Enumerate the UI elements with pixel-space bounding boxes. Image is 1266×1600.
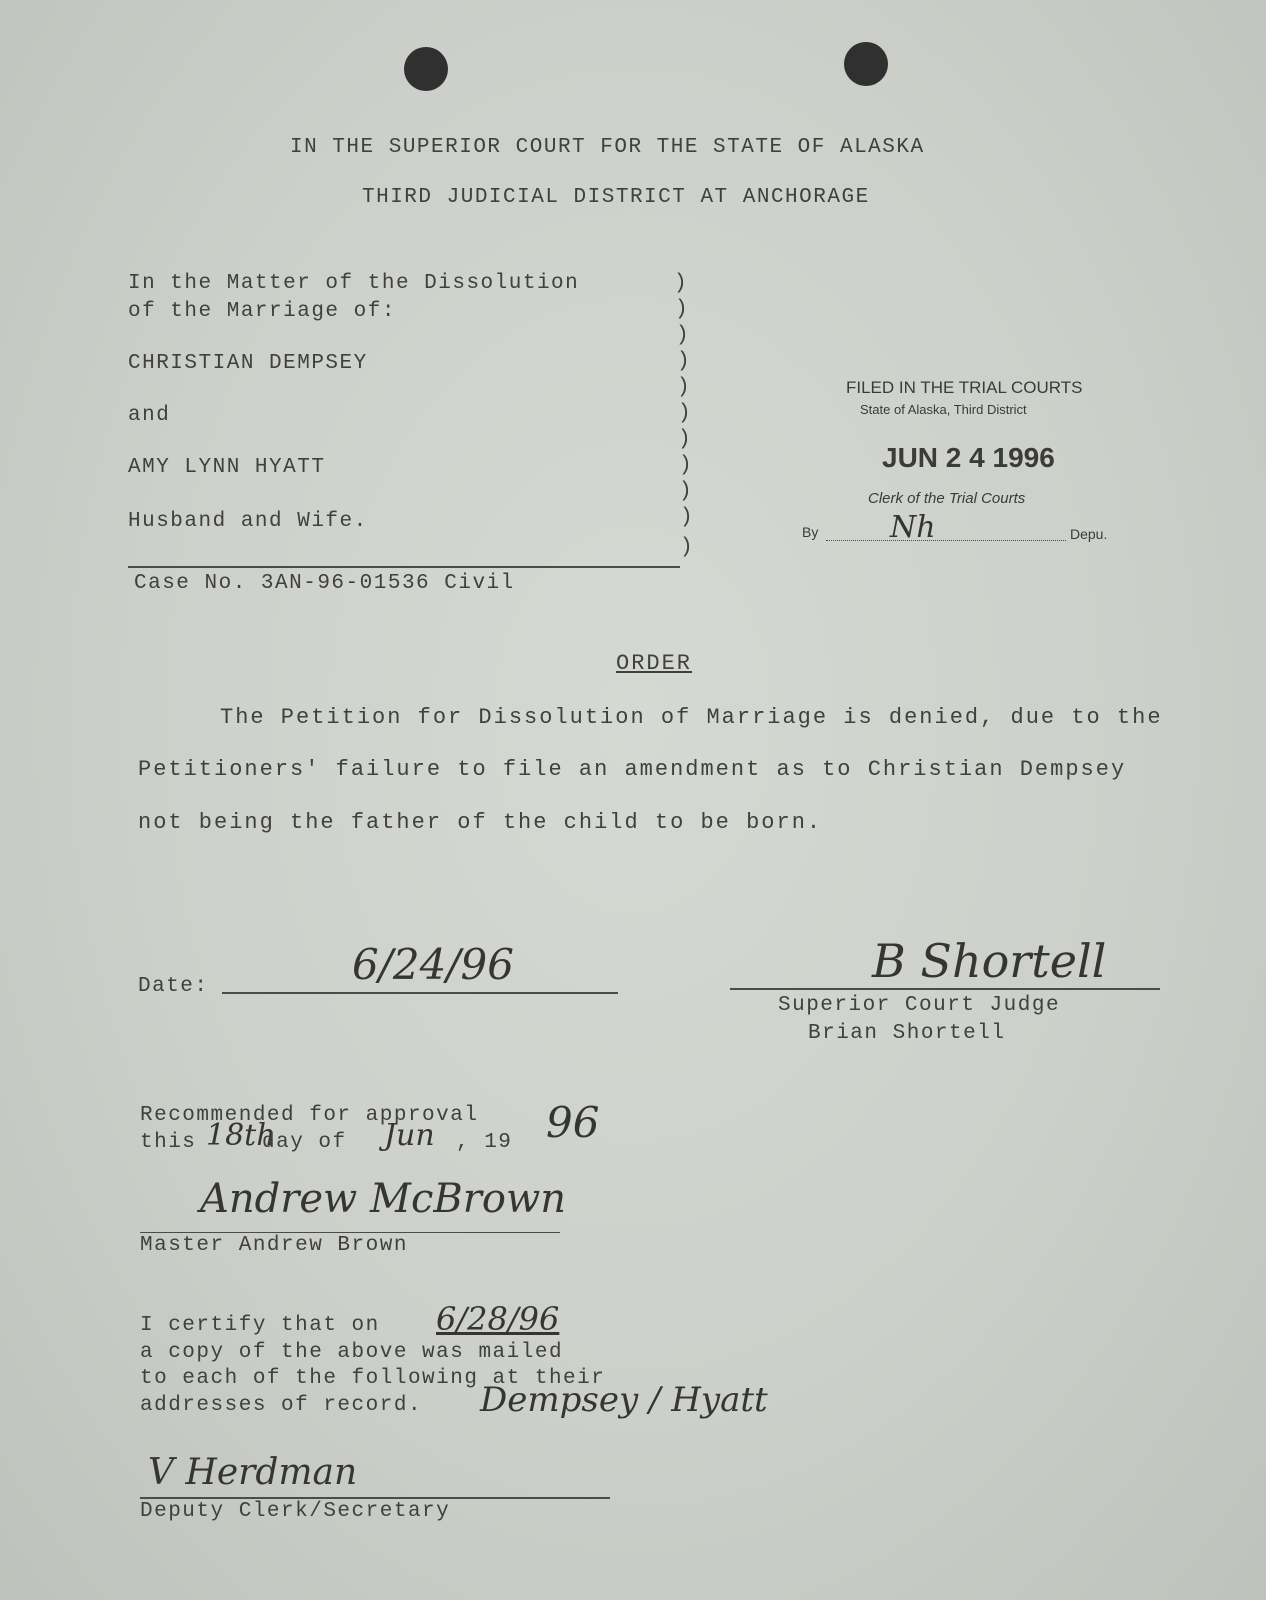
master-signature: Andrew McBrown	[200, 1176, 566, 1222]
stamp-by: By	[802, 524, 819, 540]
punch-hole-right	[844, 42, 888, 86]
handwritten-recipients: Dempsey / Hyatt	[480, 1380, 768, 1420]
order-line3: not being the father of the child to be born.	[138, 810, 823, 835]
handwritten-day: 18th	[206, 1118, 276, 1153]
court-order-page: IN THE SUPERIOR COURT FOR THE STATE OF ALASKA THIRD JUDICIAL DISTRICT AT ANCHORAGE In the Matter of the Dissolution of the Marriage of: CHRISTIAN DEMPSEY and AMY LYNN HYATT Husband and Wife. ) ) ) ) ) ) ) ) ) ) ) Case No. 3AN-96-01536 Civil FILED IN THE TRIAL COURTS State of Alaska, Third District JUN 2 4 1996 Clerk of the Trial Courts By Nh Depu. ORDER The Petition for Dissolution of Marriage is denied, due to the Petitioners' failure to file an amendment as to Christian Dempsey not being the father of the child to be born. Date: 6/24/96 B Shortell Superior Court Judge Brian Shortell Recommended for approval this 18th day of Jun , 19 96 Andrew McBrown Master Andrew Brown I certify that on 6/28/96 a copy of the above was mailed to each of the following at their addresses of record. Dempsey / Hyatt V Herdman Deputy Clerk/Secretary	[0, 0, 1266, 1600]
matter-line1: In the Matter of the Dissolution	[128, 272, 580, 295]
judge-title: Superior Court Judge	[778, 994, 1061, 1017]
relation: Husband and Wife.	[128, 510, 368, 533]
date-line	[222, 992, 618, 994]
date-label: Date:	[138, 975, 209, 998]
master-name: Master Andrew Brown	[140, 1234, 408, 1257]
handwritten-mail-date: 6/28/96	[436, 1300, 560, 1338]
district-name: THIRD JUDICIAL DISTRICT AT ANCHORAGE	[362, 186, 870, 209]
master-signature-line	[140, 1232, 560, 1233]
handwritten-order-date: 6/24/96	[352, 940, 514, 989]
clerk-title: Deputy Clerk/Secretary	[140, 1500, 451, 1523]
clerk-signature-line	[140, 1497, 610, 1499]
certify-line3: to each of the following at their	[140, 1367, 606, 1390]
court-name: IN THE SUPERIOR COURT FOR THE STATE OF ALASKA	[290, 136, 925, 159]
handwritten-month: Jun	[384, 1118, 435, 1153]
case-number: Case No. 3AN-96-01536 Civil	[134, 572, 515, 595]
stamp-line2: State of Alaska, Third District	[860, 402, 1027, 417]
clerk-signature: V Herdman	[148, 1452, 358, 1493]
case-caption	[128, 272, 680, 566]
stamp-initials: Nh	[890, 510, 936, 545]
stamp-deputy-line	[826, 540, 1066, 542]
certify-line4: addresses of record.	[140, 1394, 423, 1417]
judge-name: Brian Shortell	[808, 1022, 1006, 1045]
certify-line1: I certify that on	[140, 1314, 380, 1337]
caption-divider	[128, 566, 680, 568]
party2-name: AMY LYNN HYATT	[128, 456, 326, 479]
order-title: ORDER	[616, 651, 693, 676]
handwritten-year: 96	[546, 1098, 600, 1147]
recommend-day-of: day of	[262, 1131, 347, 1154]
punch-hole-left	[404, 47, 448, 91]
party1-name: CHRISTIAN DEMPSEY	[128, 352, 368, 375]
stamp-deputy: Depu.	[1070, 526, 1108, 542]
judge-signature: B Shortell	[872, 934, 1107, 988]
conjunction: and	[128, 404, 171, 427]
stamp-date: JUN 2 4 1996	[882, 442, 1055, 473]
recommend-line1: Recommended for approval	[140, 1104, 479, 1127]
order-line1: The Petition for Dissolution of Marriage is denied, due to the	[220, 705, 1163, 730]
judge-signature-line	[730, 988, 1160, 990]
stamp-line1: FILED IN THE TRIAL COURTS	[846, 378, 1083, 397]
certify-line2: a copy of the above was mailed	[140, 1341, 564, 1364]
order-line2: Petitioners' failure to file an amendment as to Christian Dempsey	[138, 757, 1127, 782]
recommend-year-prefix: , 19	[456, 1131, 513, 1154]
recommend-this: this	[140, 1131, 197, 1154]
matter-line2: of the Marriage of:	[128, 300, 396, 323]
stamp-line3: Clerk of the Trial Courts	[868, 490, 1026, 507]
